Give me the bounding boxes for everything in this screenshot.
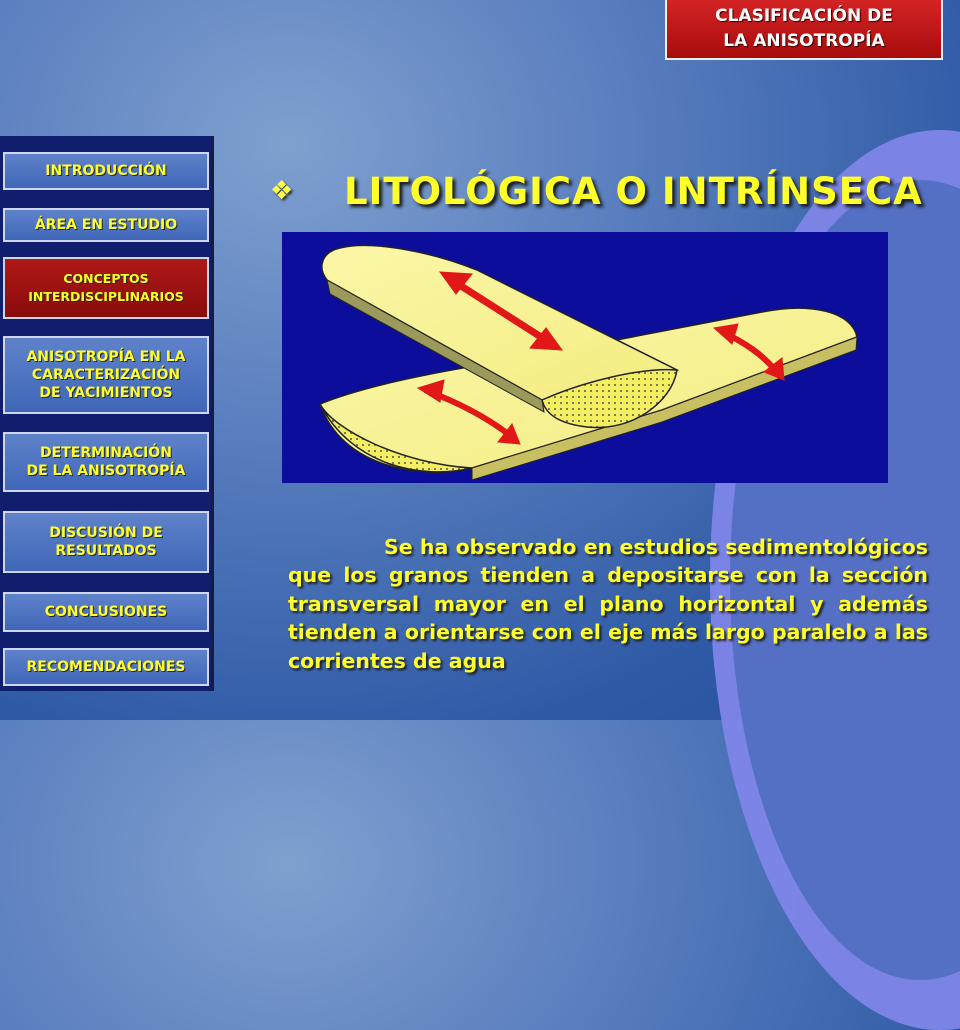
nav-label: CONCEPTOS INTERDISCIPLINARIOS	[28, 271, 184, 304]
nav-discusion-button[interactable]	[3, 511, 209, 573]
nav-label: INTRODUCCIÓN	[45, 163, 167, 179]
grain-orientation-figure	[282, 232, 888, 483]
nav-label: DISCUSIÓN DE RESULTADOS	[49, 525, 163, 559]
nav-label: ÁREA EN ESTUDIO	[34, 217, 178, 233]
section-title: CLASIFICACIÓN DE LA ANISOTROPÍA	[715, 6, 893, 51]
nav-conclusiones-button[interactable]	[3, 592, 209, 632]
nav-label: CONCLUSIONES	[44, 604, 168, 620]
nav-label: RECOMENDACIONES	[26, 659, 186, 675]
diamond-bullet-icon: ❖	[270, 176, 294, 206]
nav-label: ANISOTROPÍA EN LA CARACTERIZACIÓN DE YACIMIENTOS	[26, 349, 186, 401]
nav-area-estudio-button[interactable]	[3, 208, 209, 242]
nav-anisotropia-caracterizacion-button[interactable]	[3, 336, 209, 414]
section-title-box	[665, 0, 943, 60]
nav-label: DETERMINACIÓN DE LA ANISOTROPÍA	[26, 445, 186, 479]
nav-conceptos-button[interactable]	[3, 257, 209, 319]
slide-heading	[270, 166, 930, 216]
grain-illustration	[282, 232, 888, 483]
heading-text: LITOLÓGICA O INTRÍNSECA	[344, 169, 923, 213]
nav-determinacion-button[interactable]	[3, 432, 209, 492]
nav-recomendaciones-button[interactable]	[3, 648, 209, 686]
sidebar-nav	[0, 136, 214, 691]
nav-introduccion-button[interactable]	[3, 152, 209, 190]
body-paragraph: Se ha observado en estudios sedimentológicos que los granos tienden a depositarse con la sección transversal mayor en el plano horizontal y además tienden a orientarse con el eje más largo paralelo a las corrientes de agua	[288, 534, 928, 673]
